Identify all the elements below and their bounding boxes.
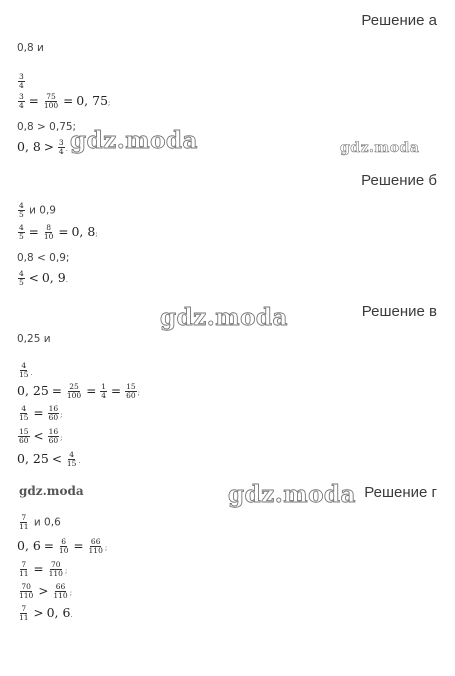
watermark-4: gdz.moda: [19, 484, 84, 498]
v-line1: 0,25 и: [17, 333, 51, 345]
g-compare-2: $\frac{7}{11}$ > 0, 6.: [19, 604, 73, 622]
a-equation-1: $\frac{3}{4}$ = $\frac{75}{100}$ = 0, 75;: [19, 92, 111, 110]
a-compare-2: 0, 8 > $\frac{3}{4}$ .: [17, 138, 68, 156]
g-line1: $\frac{7}{11}$ и 0,6: [19, 513, 61, 531]
section-b-title: Решение б: [361, 172, 437, 189]
b-line1: $\frac{4}{5}$ и 0,9: [19, 201, 56, 219]
b-equation-1: $\frac{4}{5}$ = $\frac{8}{10}$ = 0, 8;: [19, 223, 98, 241]
watermark-2: gdz.moda: [340, 140, 420, 156]
b-compare-1: 0,8 < 0,9;: [17, 252, 70, 264]
section-g-title: Решение г: [364, 484, 437, 501]
v-compare-1: $\frac{15}{60}$ < $\frac{16}{60}$ ;: [19, 427, 63, 445]
v-equation-1: 0, 25 = $\frac{25}{100}$ = $\frac{1}{4}$ = $\frac{15}{60}$ ;: [17, 382, 141, 400]
v-compare-2: 0, 25 < $\frac{4}{15}$ .: [17, 450, 81, 468]
watermark-5: gdz.moda: [228, 481, 356, 508]
v-fraction-4-15: $\frac{4}{15}$ .: [19, 361, 33, 379]
g-equation-1: 0, 6 = $\frac{6}{10}$ = $\frac{66}{110}$ ;: [17, 537, 108, 555]
section-a-title: Решение а: [361, 12, 437, 29]
watermark-1: gdz.moda: [70, 127, 198, 154]
g-equation-2: $\frac{7}{11}$ = $\frac{70}{110}$ ;: [19, 560, 68, 578]
a-line1: 0,8 и: [17, 42, 44, 54]
section-v-title: Решение в: [361, 303, 437, 320]
g-compare-1: $\frac{70}{110}$ > $\frac{66}{110}$ ;: [19, 582, 73, 600]
a-compare-1: 0,8 > 0,75;: [17, 121, 77, 133]
a-fraction-3-4: $\frac{3}{4}$: [19, 72, 24, 90]
watermark-3: gdz.moda: [160, 304, 288, 331]
b-compare-2: $\frac{4}{5}$ < 0, 9.: [19, 269, 68, 287]
v-equation-2: $\frac{4}{15}$ = $\frac{16}{60}$ ;: [19, 404, 63, 422]
